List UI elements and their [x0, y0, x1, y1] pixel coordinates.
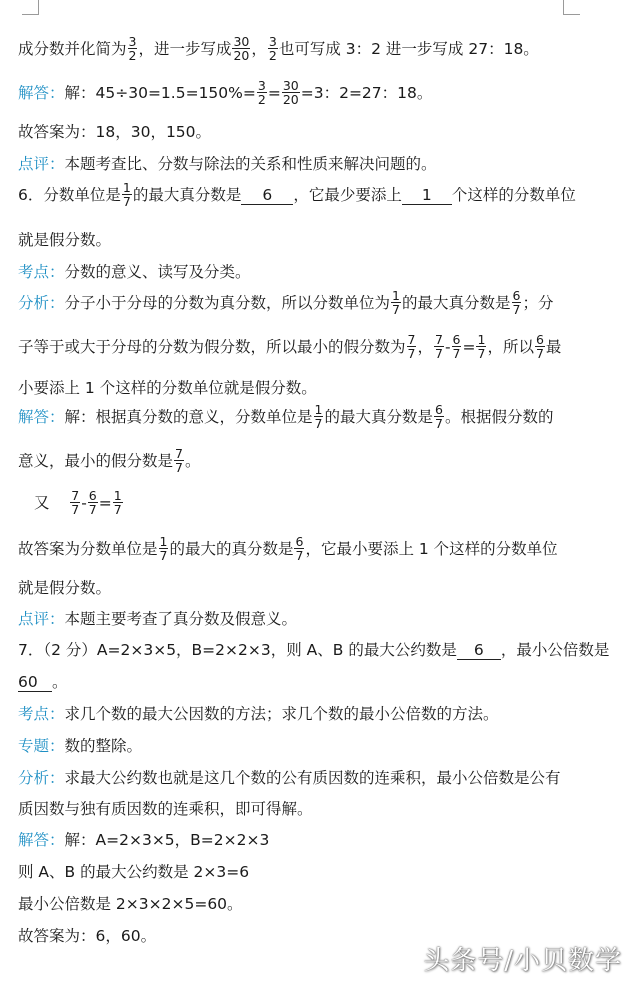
text-segment: 分子小于分母的分数为真分数，所以分数单位为 [64, 294, 391, 313]
numerator: 1 [113, 488, 122, 503]
text-line [18, 448, 200, 475]
denominator: 7 [159, 548, 168, 564]
numerator: 6 [512, 288, 521, 303]
numerator: 7 [407, 332, 416, 347]
text-line [18, 638, 609, 660]
numerator: 6 [435, 402, 443, 417]
numerator: 3 [257, 78, 266, 93]
text-segment: ， [251, 40, 267, 59]
section-label: 解答： [18, 408, 65, 427]
text-line [18, 404, 553, 431]
text-segment: 的最大的真分数是 [169, 540, 294, 559]
denominator: 20 [233, 48, 250, 64]
text-line [18, 152, 437, 174]
text-segment: 本题考查比、分数与除法的关系和性质来解决问题的。 [64, 155, 437, 173]
text-segment: 子等于或大于分母的分数为假分数，所以最小的假分数为 [18, 338, 406, 357]
text-segment: =3：2=27：18。 [300, 84, 433, 103]
text-segment: 解：45÷30=1.5=150%= [64, 84, 256, 103]
text-segment: 本题主要考查了真分数及假意义。 [64, 610, 298, 628]
text-segment: 成分数并化简为 [18, 40, 127, 59]
text-line [18, 334, 561, 361]
fraction [434, 333, 444, 360]
text-line [18, 260, 251, 282]
text-segment: = [267, 84, 281, 103]
denominator: 7 [113, 502, 122, 518]
fraction [314, 403, 324, 430]
fraction [232, 35, 250, 62]
denominator: 7 [407, 346, 416, 362]
numerator: 30 [233, 34, 250, 49]
text-segment: 分数的意义、读写及分类。 [64, 263, 251, 281]
text-segment: 又 [34, 494, 50, 513]
denominator: 7 [314, 416, 323, 432]
text-segment: = [98, 494, 112, 513]
text-segment: ，所以 [487, 338, 534, 357]
text-segment: ，它最少要添上 [293, 186, 402, 205]
answer-blank: 6 [241, 187, 293, 205]
denominator: 2 [268, 48, 277, 64]
text-line: 则 A、B 的最大公约数是 2×3=6 [18, 863, 250, 881]
numerator: 6 [88, 488, 97, 503]
denominator: 7 [295, 548, 304, 564]
text-segment: 求最大公约数也就是这几个数的公有质因数的连乘积，最小公倍数是公有 [64, 769, 561, 787]
fraction [159, 535, 169, 562]
text-segment: = [462, 338, 476, 357]
numerator: 3 [268, 34, 277, 49]
denominator: 2 [257, 92, 266, 108]
text-segment: 个这样的分数单位 [451, 186, 576, 205]
text-line: 质因数与独有质因数的连乘积，即可得解。 [18, 800, 313, 818]
numerator: 1 [314, 402, 323, 417]
fraction [476, 333, 486, 360]
section-label: 解答： [18, 84, 65, 103]
text-line [18, 80, 432, 107]
fraction [128, 35, 138, 62]
text-line: 就是假分数。 [18, 231, 112, 249]
fraction [282, 79, 300, 106]
text-line: 故答案为：18，30，150。 [18, 123, 212, 141]
text-segment: - [81, 494, 87, 513]
denominator: 7 [392, 302, 400, 318]
text-segment: 的最大真分数是 [324, 408, 433, 427]
denominator: 7 [122, 194, 131, 210]
denominator: 7 [535, 346, 544, 362]
numerator: 1 [392, 288, 400, 303]
section-label: 点评： [18, 155, 65, 173]
numerator: 1 [477, 332, 486, 347]
numerator: 6 [452, 332, 461, 347]
text-line [34, 490, 124, 517]
numerator: 7 [434, 332, 443, 347]
text-segment: 。 [52, 673, 68, 691]
text-segment: - [444, 338, 451, 357]
text-segment: ，进一步写成 [138, 40, 232, 59]
section-label: 分析： [18, 769, 65, 787]
text-line: 故答案为：6，60。 [18, 927, 157, 945]
denominator: 7 [71, 502, 80, 518]
fraction [122, 181, 132, 208]
fraction [452, 333, 462, 360]
numerator: 7 [71, 488, 80, 503]
text-line: 就是假分数。 [18, 579, 112, 597]
fraction [512, 289, 522, 316]
fraction [257, 79, 267, 106]
text-segment: 意义，最小的假分数是 [18, 452, 174, 471]
fraction [174, 447, 184, 474]
fraction [70, 489, 80, 516]
denominator: 7 [452, 346, 461, 362]
denominator: 7 [175, 460, 183, 476]
text-segment: 故答案为分数单位是 [18, 540, 158, 559]
text-line [18, 734, 142, 756]
denominator: 20 [282, 92, 299, 108]
text-segment: 求几个数的最大公因数的方法；求几个数的最小公倍数的方法。 [64, 705, 499, 723]
text-line [18, 828, 269, 850]
fraction [535, 333, 545, 360]
numerator: 6 [535, 332, 544, 347]
denominator: 7 [512, 302, 521, 318]
text-line [18, 536, 558, 563]
denominator: 7 [88, 502, 97, 518]
section-label: 专题： [18, 737, 65, 755]
numerator: 1 [122, 180, 131, 195]
text-segment: 最 [545, 338, 562, 357]
numerator: 1 [159, 534, 168, 549]
fraction [88, 489, 98, 516]
fraction [407, 333, 417, 360]
text-segment: ，最小公倍数是 [500, 641, 610, 659]
page-corner-mark-left [22, 0, 39, 15]
fraction [434, 403, 444, 430]
numerator: 7 [175, 446, 183, 461]
text-segment: 。根据假分数的 [444, 408, 554, 427]
section-label: 考点： [18, 263, 65, 281]
text-line: 最小公倍数是 2×3×2×5=60。 [18, 895, 243, 913]
text-segment: 的最大真分数是 [401, 294, 511, 313]
text-segment: 解：根据真分数的意义，分数单位是 [64, 408, 313, 427]
answer-blank: 60 [18, 674, 52, 692]
fraction [391, 289, 401, 316]
answer-blank: 1 [402, 187, 452, 205]
text-segment: 的最大真分数是 [132, 186, 242, 205]
denominator: 7 [434, 346, 443, 362]
fraction [268, 35, 278, 62]
text-segment: 数的整除。 [64, 737, 143, 755]
text-line [18, 766, 561, 788]
denominator: 7 [435, 416, 443, 432]
text-line [18, 607, 297, 629]
denominator: 7 [477, 346, 486, 362]
text-segment: 6．分数单位是 [18, 186, 121, 205]
text-line [18, 182, 576, 209]
text-line [18, 36, 539, 63]
text-line: 小要添上 1 个这样的分数单位就是假分数。 [18, 379, 317, 397]
text-line [18, 670, 68, 692]
section-label: 解答： [18, 831, 65, 849]
fraction [294, 535, 304, 562]
text-segment: ， [417, 338, 433, 357]
numerator: 6 [295, 534, 304, 549]
section-label: 分析： [18, 294, 65, 313]
watermark: 头条号/小贝数学 [423, 946, 622, 976]
denominator: 2 [128, 48, 137, 64]
fraction [113, 489, 123, 516]
text-line [18, 702, 499, 724]
text-segment: 。 [184, 452, 201, 471]
section-label: 考点： [18, 705, 65, 723]
numerator: 3 [128, 34, 137, 49]
answer-blank: 6 [457, 642, 501, 660]
text-segment: ；分 [522, 294, 554, 313]
text-segment: ，它最小要添上 1 个这样的分数单位 [305, 540, 558, 559]
page-corner-mark-right [563, 0, 580, 15]
text-segment: 7．（2 分）A=2×3×5，B=2×2×3，则 A、B 的最大公约数是 [18, 641, 457, 659]
text-segment: 也可写成 3：2 进一步写成 27：18。 [278, 40, 539, 59]
numerator: 30 [282, 78, 299, 93]
text-line [18, 290, 553, 317]
section-label: 点评： [18, 610, 65, 628]
text-segment: 解：A=2×3×5，B=2×2×3 [64, 831, 270, 849]
